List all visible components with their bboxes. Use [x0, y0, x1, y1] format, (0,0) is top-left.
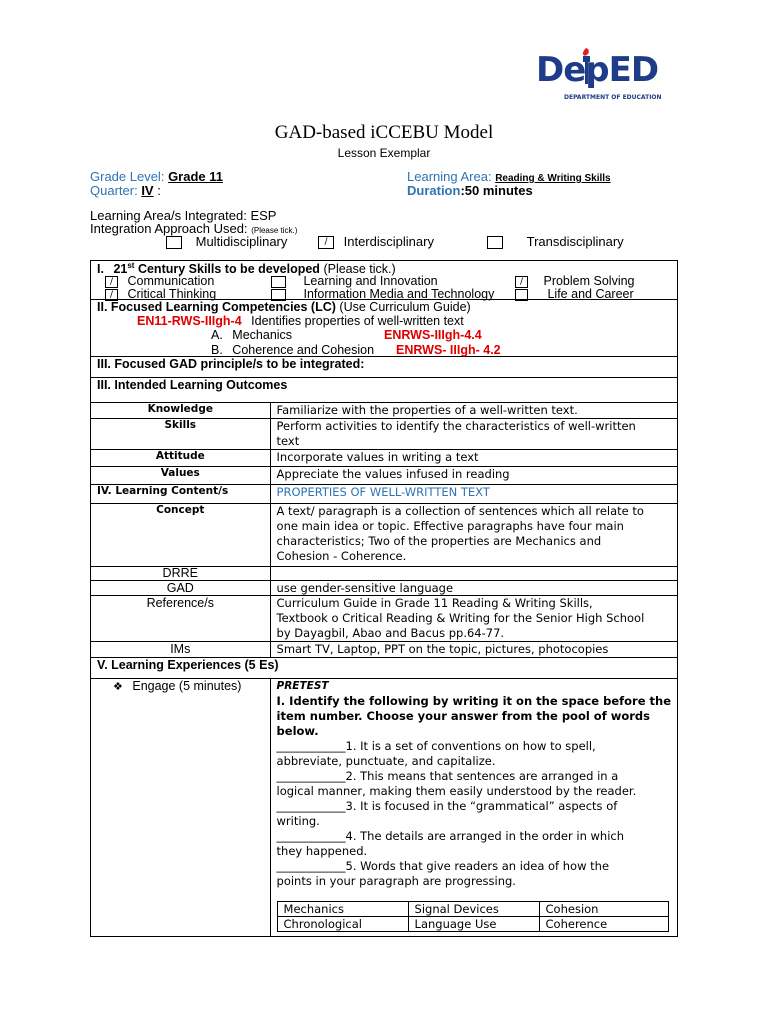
checkbox-learning-innovation[interactable] — [271, 276, 286, 288]
checkbox-transdisciplinary[interactable] — [487, 236, 503, 249]
drre-label: DRRE — [91, 567, 271, 581]
learning-area — [407, 169, 611, 184]
learning-area-label: Learning Area: — [407, 169, 492, 184]
drre-row — [91, 567, 678, 581]
duration-label: Duration — [407, 183, 461, 198]
outcome-value: Incorporate values in writing a text — [270, 450, 677, 467]
word-pool-table — [277, 901, 669, 932]
century-skills-title: I. 21st Century Skills to be developed (Please tick.) — [97, 261, 396, 277]
integration-approach-note: (Please tick.) — [251, 226, 298, 235]
approach-multidisciplinary[interactable] — [166, 234, 287, 249]
pretest-item: ____________1. It is a set of conventions on how to spell, — [276, 739, 596, 753]
word-pool-cell: Cohesion — [539, 902, 668, 917]
ims-row — [91, 642, 678, 658]
grade-level — [90, 169, 223, 184]
outcome-row — [91, 419, 678, 450]
drre-value — [270, 567, 677, 581]
page-title: GAD-based iCCEBU Model — [274, 122, 494, 143]
section-learning-content — [91, 485, 678, 504]
engage-content: PRETEST I. Identify the following by writing it on the space before the item number. Choose your answer from the pool of words below. ____________1. It is a set of conventions on how to spell, abbreviate, punctuate, and capitalize. ____________2. This means that sentences are arranged in a logical manner, making them easily understood by the reader. ____________3. It is focused in the “grammatical” aspects of writing. ____________4. The details are arranged in the order in which they happened. ____________5. Words that give readers an idea of how the points in your paragraph are progressing. Mechanics Signal Devices Cohesion Chronological Language Use Coherence — [270, 679, 677, 937]
quarter-value: IV — [141, 183, 154, 198]
concept-label: Concept — [91, 504, 271, 567]
outcomes-title: III. Intended Learning Outcomes — [91, 378, 678, 403]
label-transdisciplinary: Transdisciplinary — [526, 234, 624, 249]
pretest-item: ____________5. Words that give readers an idea of how the — [276, 859, 610, 873]
section-outcomes — [91, 378, 678, 403]
bullet-icon: ❖ — [113, 681, 123, 693]
gad-principles-title: III. Focused GAD principle/s to be integrated: — [91, 357, 678, 378]
reference-row — [91, 596, 678, 642]
pretest-title: PRETEST — [276, 680, 329, 692]
word-pool-row — [277, 902, 668, 917]
word-pool-row — [277, 917, 668, 932]
outcome-value: Appreciate the values infused in reading — [270, 467, 677, 485]
outcome-label: Skills — [91, 419, 271, 450]
competency-main — [137, 314, 464, 328]
quarter — [90, 183, 161, 198]
skill-information-media[interactable]: Information Media and Technology — [271, 287, 494, 301]
word-pool-cell: Mechanics — [277, 902, 408, 917]
learning-area-integrated: Learning Area/s Integrated: ESP — [90, 208, 277, 223]
concept-value: A text/ paragraph is a collection of sentences which all relate to one main idea or topic. Effective paragraphs have four main characteristics; Two of the properties are Mechanics and Cohesion - Coherence. — [270, 504, 677, 567]
skill-problem-solving[interactable]: / Problem Solving — [515, 274, 635, 288]
checkbox-communication[interactable]: / — [105, 276, 118, 288]
learning-area-value: Reading & Writing Skills — [495, 173, 611, 184]
word-pool-cell: Language Use — [408, 917, 539, 932]
gad-label: GAD — [91, 581, 271, 596]
skill-life-career[interactable]: Life and Career — [515, 287, 634, 301]
learning-content-value: PROPERTIES OF WELL-WRITTEN TEXT — [270, 485, 677, 504]
outcome-label: Attitude — [91, 450, 271, 467]
grade-level-value: Grade 11 — [168, 169, 223, 184]
competencies-title: II. Focused Learning Competencies (LC) (Use Curriculum Guide) — [97, 300, 471, 314]
page-subtitle: Lesson Exemplar — [337, 146, 431, 160]
word-pool-cell: Coherence — [539, 917, 668, 932]
lesson-table — [90, 260, 678, 937]
skill-communication[interactable]: / Communication — [105, 274, 214, 288]
integration-approach-label: Integration Approach Used: — [90, 221, 248, 236]
deped-logo-text: DepED — [536, 50, 659, 90]
deped-logo-subtitle: DEPARTMENT OF EDUCATION — [564, 94, 662, 101]
grade-level-label: Grade Level: — [90, 169, 165, 184]
concept-row — [91, 504, 678, 567]
pretest-item: ____________3. It is focused in the “grammatical” aspects of — [276, 799, 618, 813]
learning-content-title: IV. Learning Content/s — [91, 485, 271, 504]
skill-learning-innovation[interactable]: Learning and Innovation — [271, 274, 438, 288]
outcome-row — [91, 403, 678, 419]
duration-value: :50 minutes — [460, 183, 533, 198]
pretest-item: ____________4. The details are arranged in the order in which — [276, 829, 625, 843]
competency-desc: Identifies properties of well-written text — [251, 314, 464, 328]
competency-code: EN11-RWS-IIIgh-4 — [137, 314, 242, 328]
checkbox-critical-thinking[interactable]: / — [105, 289, 118, 301]
ims-label: IMs — [91, 642, 271, 658]
gad-value: use gender-sensitive language — [270, 581, 677, 596]
duration — [407, 183, 533, 198]
ims-value: Smart TV, Laptop, PPT on the topic, pictures, photocopies — [270, 642, 677, 658]
skill-critical-thinking[interactable]: / Critical Thinking — [105, 287, 216, 301]
approach-interdisciplinary[interactable] — [318, 234, 434, 249]
reference-label: Reference/s — [91, 596, 271, 642]
section-gad-principles — [91, 357, 678, 378]
outcome-label: Knowledge — [91, 403, 271, 419]
outcome-value: Familiarize with the properties of a well-written text. — [270, 403, 677, 419]
competency-item-b: B. Coherence and Cohesion — [211, 343, 375, 357]
outcome-row — [91, 467, 678, 485]
quarter-colon: : — [157, 183, 161, 198]
outcome-value: Perform activities to identify the characteristics of well-written text — [270, 419, 677, 450]
competency-code-b: ENRWS- IIIgh- 4.2 — [396, 343, 501, 357]
outcome-row — [91, 450, 678, 467]
deped-logo — [528, 44, 688, 104]
section-century-skills — [91, 261, 678, 300]
checkbox-interdisciplinary[interactable]: / — [318, 236, 334, 249]
section-learning-experiences — [91, 658, 678, 679]
reference-value: Curriculum Guide in Grade 11 Reading & Writing Skills, Textbook o Critical Reading & Writing for the Senior High School by Dayagbil, Abao and Bacus pp.64-77. — [270, 596, 677, 642]
label-interdisciplinary: Interdisciplinary — [343, 234, 434, 249]
word-pool-cell: Chronological — [277, 917, 408, 932]
engage-label-cell — [91, 679, 271, 937]
checkbox-problem-solving[interactable]: / — [515, 276, 528, 288]
engage-label: Engage (5 minutes) — [132, 679, 242, 693]
competency-item-a: A. Mechanics — [211, 328, 293, 342]
checkbox-multidisciplinary[interactable] — [166, 236, 182, 249]
gad-row — [91, 581, 678, 596]
section-competencies — [91, 300, 678, 357]
learning-experiences-title: V. Learning Experiences (5 Es) — [91, 658, 678, 679]
competency-code-a: ENRWS-IIIgh-4.4 — [384, 328, 482, 342]
approach-transdisciplinary[interactable] — [487, 234, 624, 249]
label-multidisciplinary: Multidisciplinary — [195, 234, 288, 249]
word-pool-cell: Signal Devices — [408, 902, 539, 917]
outcome-label: Values — [91, 467, 271, 485]
quarter-label: Quarter: — [90, 183, 138, 198]
pretest-item: ____________2. This means that sentences are arranged in a — [276, 769, 619, 783]
engage-row — [91, 679, 678, 937]
